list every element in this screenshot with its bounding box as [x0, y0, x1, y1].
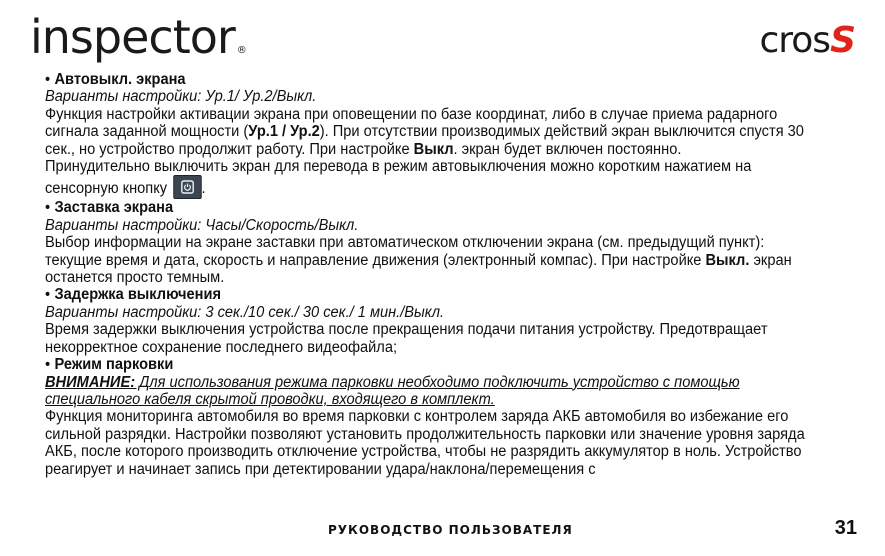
section-title: Задержка выключения — [54, 286, 221, 304]
section-paragraph — [45, 106, 816, 158]
text-run: ). При отсутствии производимых действий экран выключится спустя 30 сек., но устройство продолжит работу. При настройке — [45, 123, 804, 158]
power-button-icon — [173, 175, 202, 199]
bold-text-run: Выкл — [413, 140, 454, 158]
inspector-logo — [30, 10, 246, 64]
section-title: Режим парковки — [54, 356, 174, 374]
cross-logo-text: cros — [759, 20, 831, 61]
footer-title: РУКОВОДСТВО ПОЛЬЗОВАТЕЛЯ — [328, 523, 573, 537]
bold-text-run: Ур.1 / Ур.2 — [248, 123, 320, 141]
logo-text: inspector — [30, 10, 235, 64]
section-heading-screen-off: • Автовыкл. экрана — [45, 71, 186, 88]
warning-text: Для использования режима парковки необходимо подключить устройство с помощью специального кабеля скрытой проводки, входящего в комплект. — [45, 373, 740, 408]
text-run: Принудительно выключить экран для перевода в режим автовыключения можно коротким нажатием на сенсорную кнопку — [45, 158, 752, 198]
section-title: Заставка экрана — [54, 199, 174, 217]
registered-mark: ® — [236, 45, 246, 56]
section-heading-screensaver: • Заставка экрана — [45, 199, 174, 217]
section-options: Варианты настройки: 3 сек./10 сек./ 30 сек./ 1 мин./Выкл. — [45, 303, 445, 321]
section-options: Варианты настройки: Часы/Скорость/Выкл. — [45, 216, 359, 234]
section-heading-parking-mode: • Режим парковки — [45, 356, 174, 374]
text-run: экран останется просто темным. — [45, 251, 792, 287]
section-paragraph — [45, 234, 816, 286]
cross-logo-accent: S — [830, 20, 855, 61]
section-title: Автовыкл. экрана — [54, 71, 186, 88]
text-run: . экран будет включен постоянно. — [453, 140, 682, 158]
document-body — [45, 71, 816, 478]
section-options: Варианты настройки: Ур.1/ Ур.2/Выкл. — [45, 88, 317, 106]
warning-label: ВНИМАНИЕ: — [45, 373, 136, 391]
warning-note — [45, 374, 816, 409]
text-run: Функция настройки активации экрана при оповещении по базе координат, либо в случае приема радарного сигнала заданной мощности ( — [45, 105, 778, 141]
section-paragraph: Время задержки выключения устройства после прекращения подачи питания устройству. Предотвращает некорректное сохранение последнего видеофайла; — [45, 321, 768, 356]
section-paragraph: Функция мониторинга автомобиля во время парковки с контролем заряда АКБ автомобиля во избежание его сильной разрядки. Настройки позволяют установить продолжительность парковки или значение уровня заряда АКБ, после которого производить отключение устройства, чтобы не разрядить аккумулятор в ноль. Устройство реагирует и начинает запись при детектировании удара/наклона/перемещения с — [45, 408, 805, 478]
page-header — [0, 0, 885, 70]
cross-logo — [759, 20, 855, 61]
text-run: Выбор информации на экране заставки при автоматическом отключении экрана (см. предыдущий пункт): текущие время и дата, скорость и направление движения (электронный компас). При настройке — [45, 234, 765, 269]
text-run: . — [201, 180, 206, 198]
bold-text-run: Выкл. — [705, 251, 750, 269]
section-heading-shutdown-delay: • Задержка выключения — [45, 286, 221, 304]
page-number: 31 — [834, 517, 857, 539]
section-paragraph — [45, 158, 816, 199]
